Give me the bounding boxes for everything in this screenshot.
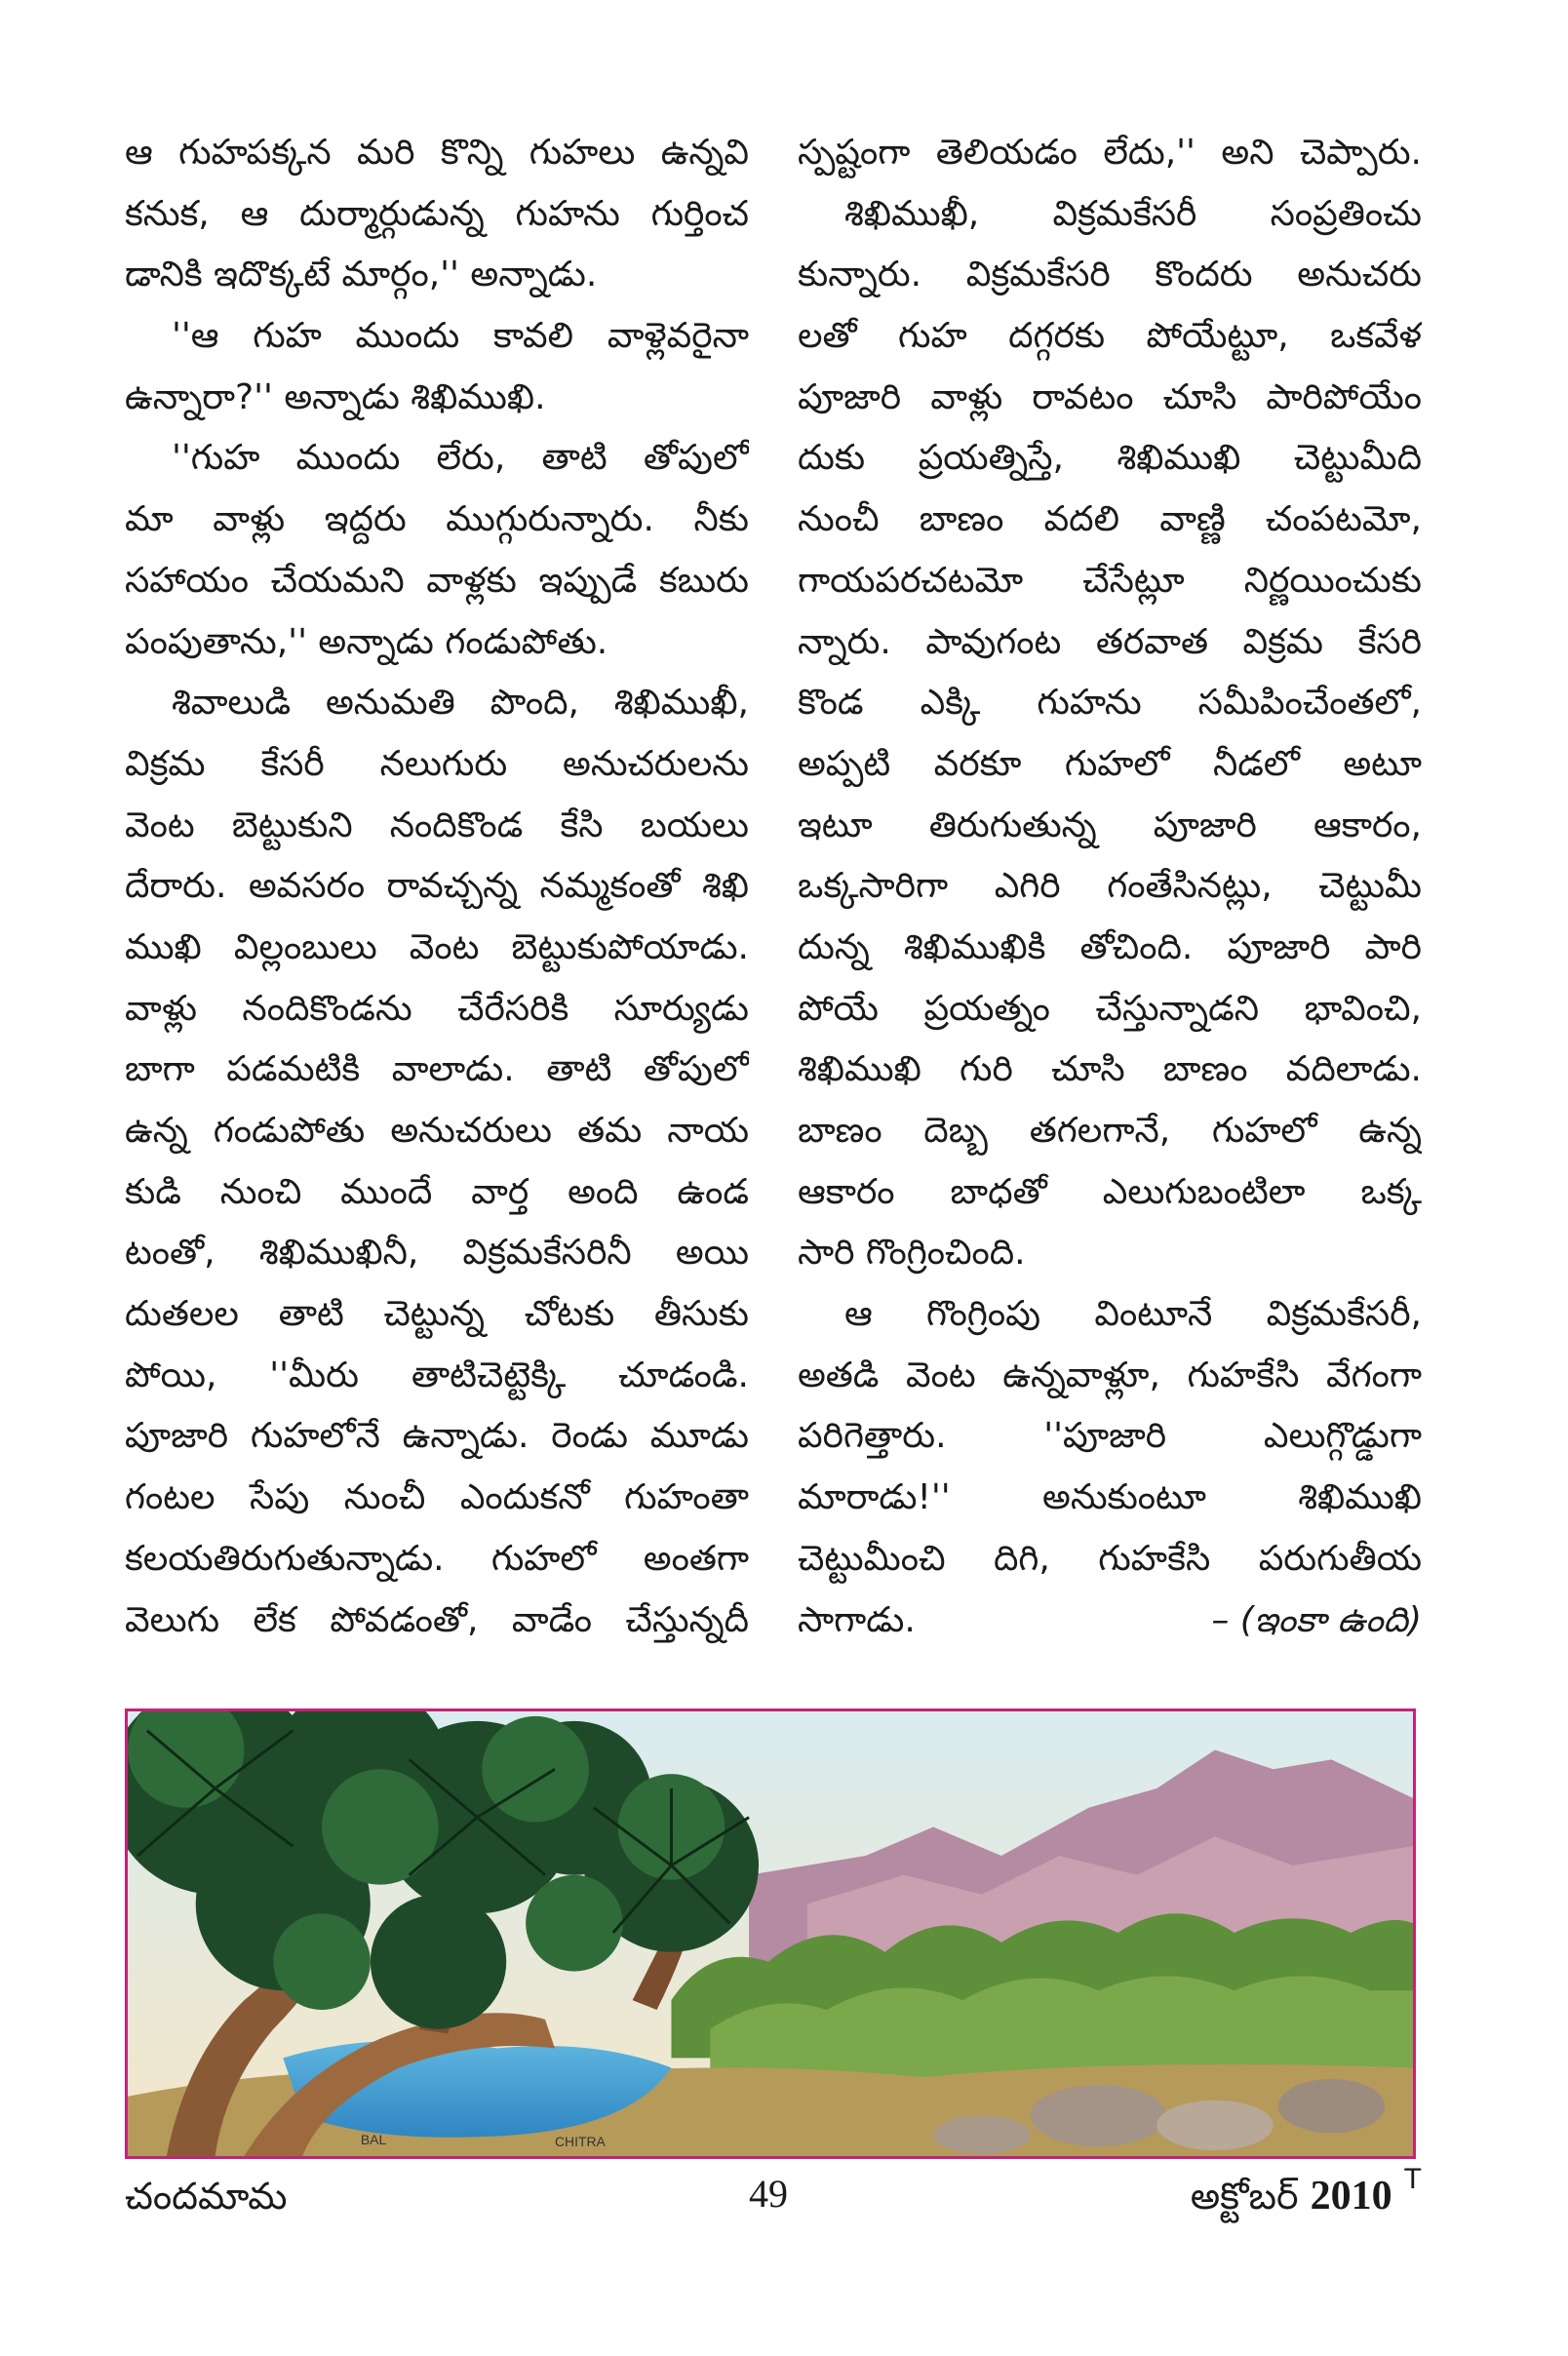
text-line: మా వాళ్లు ఇద్దరు ముగ్గురున్నారు. నీకు xyxy=(125,499,749,540)
text-line: బాగా పడమటికి వాలాడు. తాటి తోపులో xyxy=(125,1049,749,1090)
text-line: సహాయం చేయమని వాళ్లకు ఇప్పుడే కబురు xyxy=(125,560,749,601)
text-line: శిఖిముఖి గురి చూసి బాణం వదిలాడు. xyxy=(798,1049,1422,1090)
text-line: దుకు ప్రయత్నిస్తే, శిఖిముఖి చెట్టుమీది xyxy=(798,438,1422,479)
text-line: అతడి వెంట ఉన్నవాళ్లూ, గుహకేసి వేగంగా xyxy=(798,1355,1422,1395)
text-line: దేరారు. అవసరం రావచ్చన్న నమ్మకంతో శిఖి xyxy=(125,866,749,907)
text-line: కలయతిరుగుతున్నాడు. గుహలో అంతగా xyxy=(125,1538,749,1579)
text-line: మారాడు!'' అనుకుంటూ శిఖిముఖి xyxy=(798,1477,1422,1518)
text-line: ఒక్కసారిగా ఎగిరి గంతేసినట్లు, చెట్టుమీ xyxy=(798,866,1422,907)
text-line: శిఖిముఖీ, విక్రమకేసరీ సంప్రతించు xyxy=(844,193,1422,234)
right-text-column xyxy=(798,123,1422,1651)
text-line: వాళ్లు నందికొండను చేరేసరికి సూర్యుడు xyxy=(125,988,749,1029)
text-line: పరిగెత్తారు. ''పూజారి ఎలుగ్గొడ్డుగా xyxy=(798,1416,1422,1457)
text-line: పూజారి వాళ్లు రావటం చూసి పారిపోయేం xyxy=(798,376,1422,417)
text-line: వెంట బెట్టుకుని నందికొండ కేసి బయలు xyxy=(125,805,749,845)
closing-text: సాగాడు. xyxy=(798,1599,916,1640)
story-illustration xyxy=(125,1708,1416,2159)
text-line: కనుక, ఆ దుర్మార్గుడున్న గుహను గుర్తించ xyxy=(125,193,749,234)
text-line: కొండ ఎక్కి గుహను సమీపించేంతలో, xyxy=(798,683,1422,724)
text-line: టంతో, శిఖిముఖినీ, విక్రమకేసరినీ అయి xyxy=(125,1233,749,1274)
issue-month: అక్టోబర్ xyxy=(1190,2175,1299,2218)
text-line: ఉన్న గండుపోతు అనుచరులు తమ నాయ xyxy=(125,1111,749,1151)
text-line: గాయపరచటమో చేసేట్లూ నిర్ణయించుకు xyxy=(798,560,1422,601)
text-line: ఆకారం బాధతో ఎలుగుబంటిలా ఒక్క xyxy=(798,1171,1422,1212)
text-line: గంటల సేపు నుంచీ ఎందుకనో గుహంతా xyxy=(125,1477,749,1518)
text-line: కున్నారు. విక్రమకేసరి కొందరు అనుచరు xyxy=(798,255,1422,295)
magazine-name: చందమామ xyxy=(125,2175,288,2218)
text-line: ఉన్నారా?'' అన్నాడు శిఖిముఖి. xyxy=(125,376,546,417)
text-line: పోయి, ''మీరు తాటిచెట్టెక్కి చూడండి. xyxy=(125,1355,749,1395)
text-line: అప్పటి వరకూ గుహలో నీడలో అటూ xyxy=(798,743,1422,784)
text-line: శివాలుడి అనుమతి పొంది, శిఖిముఖీ, xyxy=(172,683,749,724)
text-line: దున్న శిఖిముఖికి తోచింది. పూజారి పారి xyxy=(798,926,1422,967)
footer-mark: T xyxy=(1403,2163,1422,2195)
text-line: ఆ గుహపక్కన మరి కొన్ని గుహలు ఉన్నవి xyxy=(125,133,749,173)
text-line: విక్రమ కేసరీ నలుగురు అనుచరులను xyxy=(125,743,749,784)
text-line: న్నారు. పావుగంట తరవాత విక్రమ కేసరి xyxy=(798,621,1422,662)
to-be-continued: – (ఇంకా ఉంది) xyxy=(1211,1599,1422,1640)
left-text-column xyxy=(125,123,749,1651)
text-line: వెలుగు లేక పోవడంతో, వాడేం చేస్తున్నదీ xyxy=(125,1599,749,1640)
text-line: బాణం దెబ్బ తగలగానే, గుహలో ఉన్న xyxy=(798,1111,1422,1151)
text-line: స్పష్టంగా తెలియడం లేదు,'' అని చెప్పారు. xyxy=(798,133,1422,173)
text-line: లతో గుహ దగ్గరకు పోయేట్టూ, ఒకవేళ xyxy=(798,316,1422,357)
page-number: 49 xyxy=(749,2172,788,2216)
text-line: కుడి నుంచి ముందే వార్త అంది ఉండ xyxy=(125,1171,749,1212)
closing-line xyxy=(798,1590,1422,1652)
text-line: ''గుహ ముందు లేరు, తాటి తోపులో xyxy=(172,438,749,479)
issue-date xyxy=(1190,2163,1422,2227)
text-line: పంపుతాను,'' అన్నాడు గండుపోతు. xyxy=(125,621,608,662)
text-line: నుంచీ బాణం వదలి వాణ్ణి చంపటమో, xyxy=(798,499,1422,540)
text-line: ముఖి విల్లంబులు వెంట బెట్టుకుపోయాడు. xyxy=(125,926,749,967)
artist-signature-bal: BAL xyxy=(360,2132,387,2148)
text-line: సారి గొంగ్రించింది. xyxy=(798,1233,1026,1274)
artist-signature-chitra: CHITRA xyxy=(555,2134,606,2150)
text-line: ఇటూ తిరుగుతున్న పూజారి ఆకారం, xyxy=(798,805,1422,845)
text-line: పోయే ప్రయత్నం చేస్తున్నాడని భావించి, xyxy=(798,988,1422,1029)
text-line: డానికి ఇదొక్కటే మార్గం,'' అన్నాడు. xyxy=(125,255,598,295)
text-line: చెట్టుమీంచి దిగి, గుహకేసి పరుగుతీయ xyxy=(798,1538,1422,1579)
text-line: ''ఆ గుహ ముందు కావలి వాళ్లెవరైనా xyxy=(172,316,749,357)
text-line: పూజారి గుహలోనే ఉన్నాడు. రెండు మూడు xyxy=(125,1416,749,1457)
issue-year: 2010 xyxy=(1310,2174,1392,2219)
text-line: దుతలల తాటి చెట్టున్న చోటకు తీసుకు xyxy=(125,1294,749,1335)
forest-scene-image xyxy=(128,1711,1413,2156)
page-footer xyxy=(125,2163,1422,2233)
text-line: ఆ గొంగ్రింపు వింటూనే విక్రమకేసరీ, xyxy=(844,1294,1422,1335)
